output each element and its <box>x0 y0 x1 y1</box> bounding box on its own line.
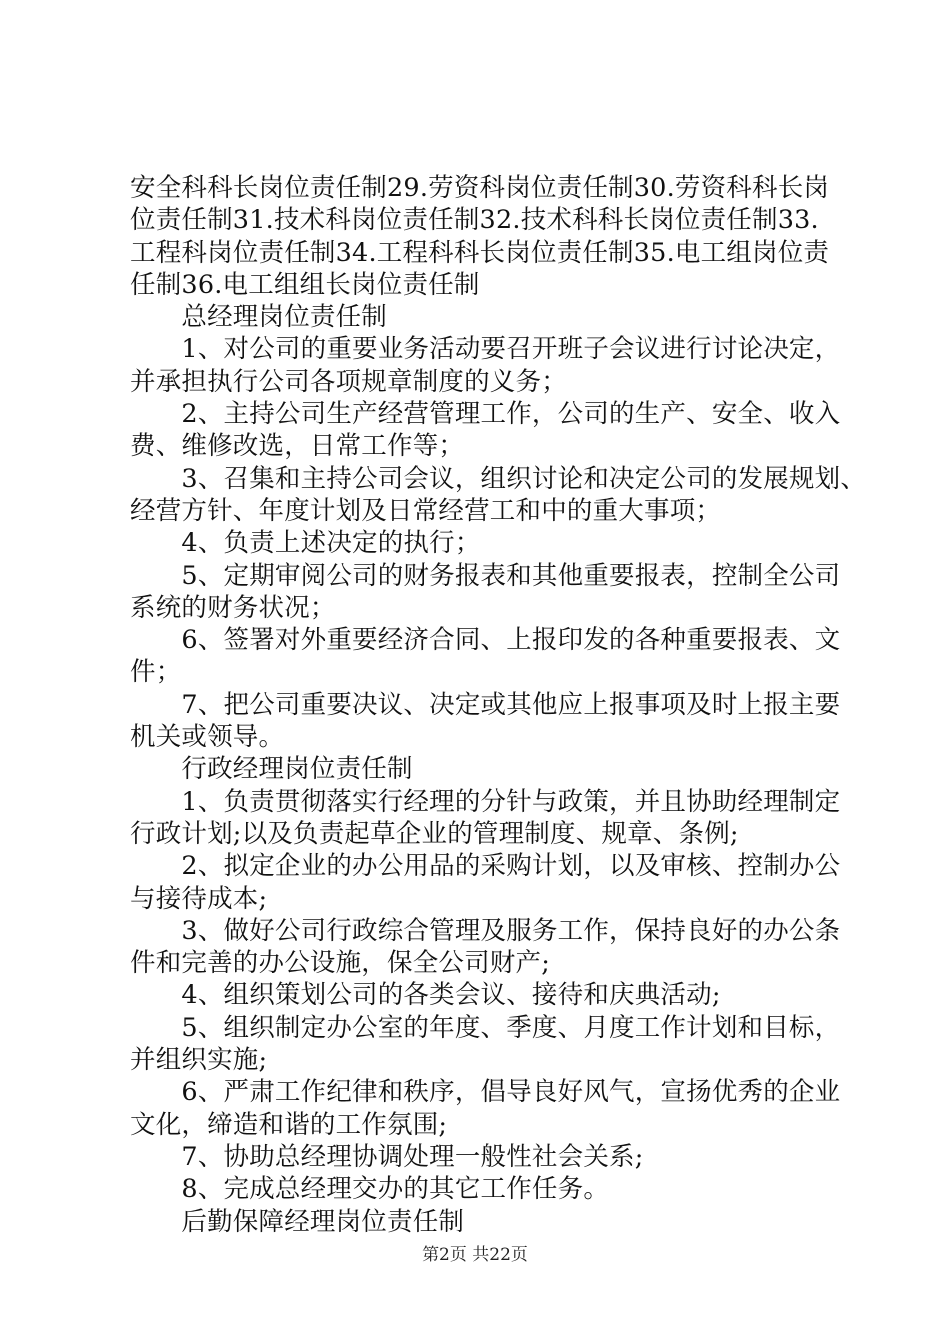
text-line: 并承担执行公司各项规章制度的义务； <box>130 366 567 397</box>
text-line: 位责任制31.技术科岗位责任制32.技术科科长岗位责任制33. <box>130 205 819 236</box>
text-line: 任制36.电工组组长岗位责任制 <box>130 269 480 300</box>
text-line: 安全科科长岗位责任制29.劳资科岗位责任制30.劳资科科长岗 <box>130 173 830 203</box>
text-line: 3、召集和主持公司会议，组织讨论和决定公司的发展规划、 <box>130 463 867 494</box>
text-line: 1、对公司的重要业务活动要召开班子会议进行讨论决定， <box>130 334 841 365</box>
text-line: 2、拟定企业的办公用品的采购计划，以及审核、控制办公 <box>130 851 841 882</box>
text-line: 6、签署对外重要经济合同、上报印发的各种重要报表、文 <box>130 625 841 656</box>
text-line: 件和完善的办公设施，保全公司财产; <box>130 948 550 979</box>
text-line: 8、完成总经理交办的其它工作任务。 <box>130 1174 610 1205</box>
text-line: 系统的财务状况； <box>130 592 336 623</box>
text-line: 与接待成本; <box>130 883 268 914</box>
text-line: 经营方针、年度计划及日常经营工和中的重大事项； <box>130 495 722 526</box>
text-line: 件； <box>130 657 182 688</box>
text-line: 费、维修改选，日常工作等； <box>130 431 465 462</box>
text-line: 1、负责贯彻落实行经理的分针与政策，并且协助经理制定 <box>130 786 841 817</box>
text-line: 3、做好公司行政综合管理及服务工作，保持良好的办公条 <box>130 915 841 946</box>
text-line: 行政计划;以及负责起草企业的管理制度、规章、条例; <box>130 818 739 849</box>
text-line: 2、主持公司生产经营管理工作，公司的生产、安全、收入 <box>130 399 841 430</box>
text-line: 工程科岗位责任制34.工程科科长岗位责任制35.电工组岗位责 <box>130 237 830 268</box>
text-line: 5、组织制定办公室的年度、季度、月度工作计划和目标， <box>130 1012 841 1043</box>
text-line: 4、组织策划公司的各类会议、接待和庆典活动; <box>130 980 721 1011</box>
text-line: 并组织实施; <box>130 1045 268 1076</box>
text-line: 6、严肃工作纪律和秩序，倡导良好风气，宣扬优秀的企业 <box>130 1077 841 1108</box>
text-line: 7、把公司重要决议、决定或其他应上报事项及时上报主要 <box>130 689 841 720</box>
text-line: 4、负责上述决定的执行； <box>130 528 481 559</box>
text-line: 机关或领导。 <box>130 722 285 753</box>
page-number-footer: 第2页 共22页 <box>422 1245 528 1265</box>
text-line: 7、协助总经理协调处理一般性社会关系; <box>130 1141 644 1172</box>
document-body <box>130 172 867 1238</box>
section-heading: 总经理岗位责任制 <box>130 302 388 333</box>
section-heading: 后勤保障经理岗位责任制 <box>130 1206 465 1237</box>
text-line: 5、定期审阅公司的财务报表和其他重要报表，控制全公司 <box>130 560 841 591</box>
text-line: 文化，缔造和谐的工作氛围; <box>130 1109 448 1140</box>
section-heading: 行政经理岗位责任制 <box>130 754 413 785</box>
